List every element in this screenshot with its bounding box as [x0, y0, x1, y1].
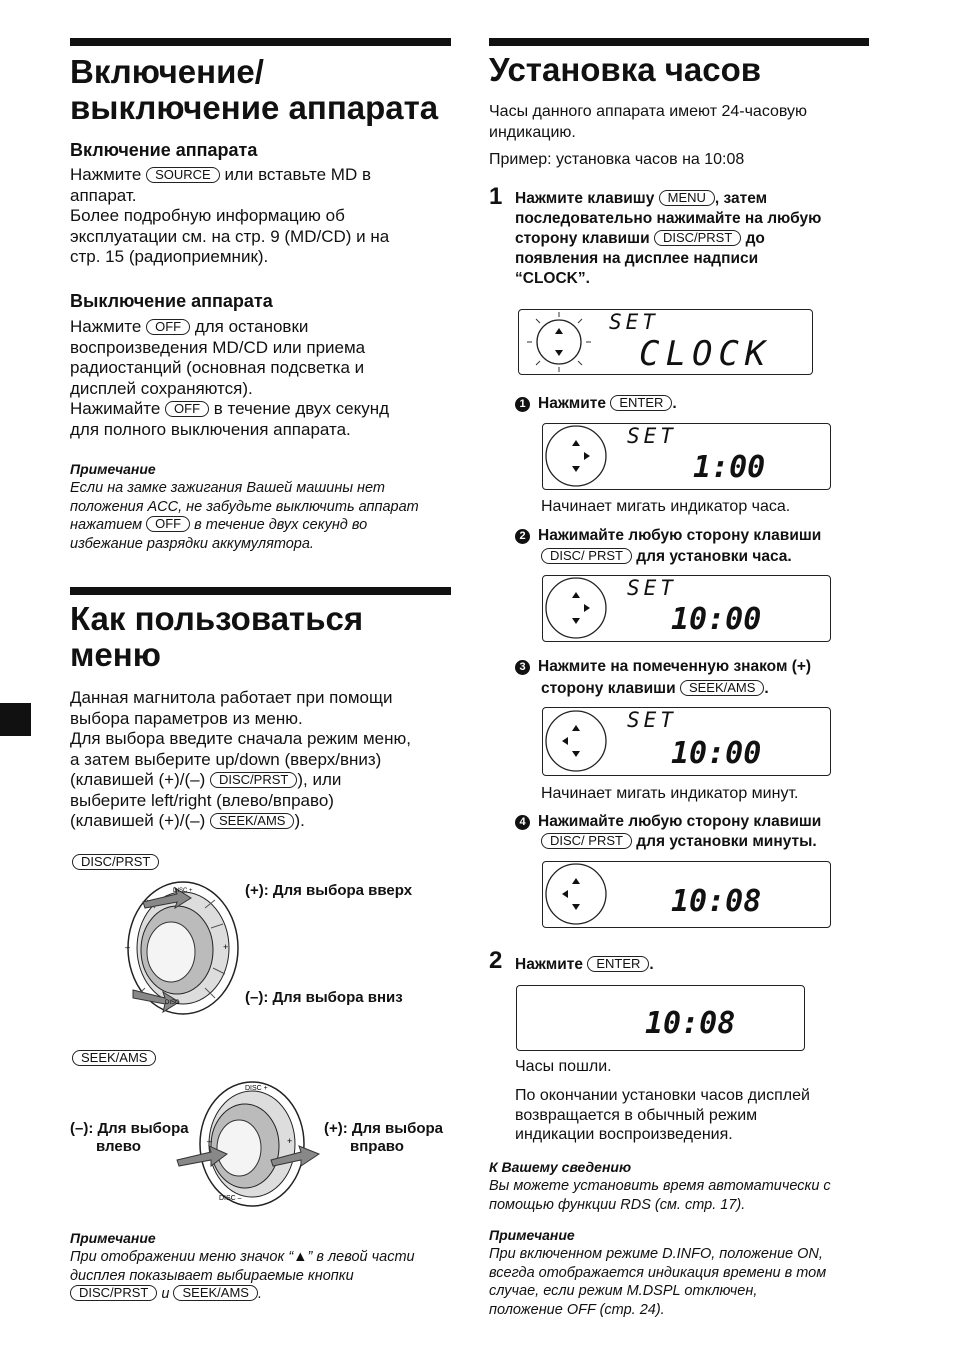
lcd-set-text: SET [627, 576, 677, 600]
lcd-clock-text: CLOCK [639, 334, 772, 374]
step-number: 1 [489, 183, 503, 210]
svg-text:+: + [287, 1136, 293, 1146]
substep1-result: Начинает мигать индикатор часа. [541, 498, 791, 515]
power-off-text: Нажмите OFF для остановки воспроизведения MD/CD или приема радиостанций (основная подсветка и дисплей сохраняются). Нажимайте OFF в течение двух секунд для полного выключения аппарата. [70, 317, 390, 439]
clock-return-info: По окончании установки часов дисплей возвращается в обычный режим индикации воспроизведения. [515, 1087, 810, 1143]
menu-key: MENU [659, 190, 715, 206]
substep1-text: 1 Нажмите ENTER . [515, 394, 677, 415]
lcd-time-text: 10:08 [671, 884, 762, 919]
disc-prst-key: DISC/PRST [70, 1285, 157, 1301]
lcd-time-text: 1:00 [693, 450, 766, 485]
svg-text:–: – [125, 942, 131, 952]
label-select-right: (+): Для выбора вправо [324, 1120, 444, 1155]
seek-ams-key: SEEK/AMS [680, 680, 764, 696]
disc-prst-key: DISC/ PRST [541, 833, 632, 849]
lcd-set-text: SET [627, 708, 677, 732]
lcd-time-text: 10:00 [671, 736, 762, 771]
substep4-text: 4 Нажимайте любую сторону клавиши DISC/ PRST для установки минуты. [515, 812, 821, 852]
svg-text:+: + [223, 942, 229, 952]
substep2-text: 2 Нажимайте любую сторону клавиши DISC/ PRST для установки часа. [515, 525, 821, 567]
lcd-time-text: 10:08 [645, 1006, 736, 1041]
disc-prst-key: DISC/PRST [654, 230, 741, 246]
clock-example: Пример: установка часов на 10:08 [489, 151, 745, 168]
page-side-tab [0, 703, 31, 736]
step-number: 2 [489, 947, 503, 974]
info-text: Вы можете установить время автоматически с помощью функции RDS (см. стр. 17). [489, 1178, 831, 1213]
lcd-display-final [516, 985, 805, 1051]
label-select-left: (–): Для выбора влево [70, 1120, 189, 1155]
lcd-display-hour-blink [542, 423, 831, 490]
note-heading: Примечание [70, 1230, 156, 1246]
lcd-time-text: 10:00 [671, 602, 762, 637]
knob-disc-illustration [115, 878, 245, 1018]
section-title-power: Включение/ выключение аппарата [70, 53, 439, 126]
lcd-display-minute-blink [542, 707, 831, 776]
menu-description: Данная магнитола работает при помощи выбора параметров из меню. Для выбора введите сначала режим меню, а затем выберите up/down (вверх/вниз) (клавишей (+)/(–) DISC/PRST ), или выберите left/right (влево/вправо) (клавишей (+)/(–) SEEK/AMS ). [70, 688, 411, 830]
clock-started: Часы пошли. [515, 1058, 612, 1075]
enter-key: ENTER [587, 956, 649, 972]
svg-text:DISC: DISC [165, 1000, 180, 1006]
svg-text:–: – [207, 1136, 213, 1146]
seek-ams-key: SEEK/AMS [173, 1285, 257, 1301]
info-heading: К Вашему сведению [489, 1159, 632, 1175]
clock-intro: Часы данного аппарата имеют 24-часовую индикацию. [489, 103, 808, 141]
off-key: OFF [146, 319, 190, 335]
section-rule [70, 587, 451, 595]
section-rule [70, 38, 451, 46]
note-heading: Примечание [489, 1227, 575, 1243]
subheading-power-off: Выключение аппарата [70, 291, 273, 311]
lcd-display-clock [518, 309, 813, 375]
note-heading: Примечание [70, 461, 156, 477]
svg-text:DISC +: DISC + [173, 888, 193, 894]
section-title-menu: Как пользоваться меню [70, 600, 364, 673]
step1-text: Нажмите клавишу MENU , затем последовательно нажимайте на любую сторону клавиши DISC/PRST до появления на дисплее надписи “CLOCK”. [515, 190, 822, 287]
step2-text: Нажмите ENTER . [515, 956, 654, 973]
knob-seek-illustration [175, 1078, 325, 1210]
svg-text:DISC –: DISC – [219, 1195, 242, 1202]
off-key: OFF [165, 401, 209, 417]
disc-prst-key: DISC/PRST [210, 772, 297, 788]
substep3-result: Начинает мигать индикатор минут. [541, 785, 799, 802]
off-key: OFF [146, 516, 190, 532]
seek-ams-key: SEEK/AMS [210, 813, 294, 829]
label-select-up: (+): Для выбора вверх [245, 882, 413, 899]
svg-text:DISC +: DISC + [245, 1085, 268, 1092]
power-on-text: Нажмите SOURCE или вставьте MD в аппарат. Более подробную информацию об эксплуатации см. на стр. 9 (MD/CD) и на стр. 15 (радиоприемник). [70, 165, 390, 266]
substep3-text: 3 Нажмите на помеченную знаком (+) сторону клавиши SEEK/AMS . [515, 656, 811, 700]
seek-ams-key-label: SEEK/AMS [72, 1050, 156, 1066]
lcd-display-minute-set [542, 861, 831, 928]
lcd-display-hour-set [542, 575, 831, 642]
lcd-set-text: SET [627, 424, 677, 448]
section-rule [489, 38, 869, 46]
note-text: При отображении меню значок “▲” в левой части дисплея показывает выбираемые кнопки DISC/PRST и SEEK/AMS . [70, 1249, 415, 1302]
note-text: Если на замке зажигания Вашей машины нет положения ACC, не забудьте выключить аппарат нажатием OFF в течение двух секунд во избежание разрядки аккумулятора. [70, 480, 419, 552]
section-title-clock: Установка часов [489, 51, 762, 88]
enter-key: ENTER [610, 395, 672, 411]
note-text: При включенном режиме D.INFO, положение ON, всегда отображается индикация времени в том случае, если режим M.DSPL отключен, положение OFF (стр. 24). [489, 1246, 827, 1318]
disc-prst-key: DISC/ PRST [541, 548, 632, 564]
subheading-power-on: Включение аппарата [70, 140, 258, 160]
label-select-down: (–): Для выбора вниз [245, 989, 403, 1006]
lcd-set-text: SET [609, 310, 659, 334]
source-key: SOURCE [146, 167, 220, 183]
disc-prst-key-label: DISC/PRST [72, 854, 159, 870]
